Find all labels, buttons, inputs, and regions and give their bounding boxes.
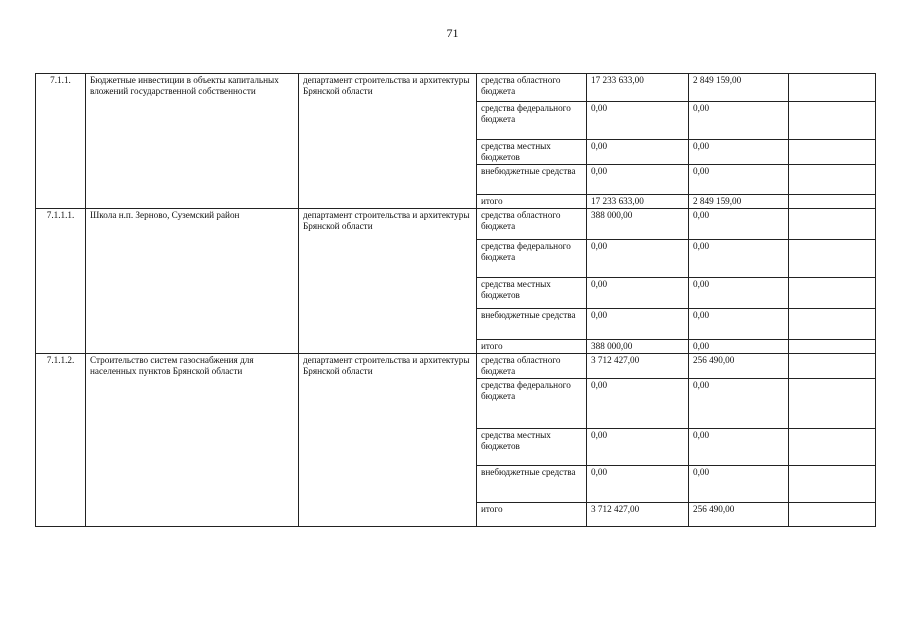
funding-source: внебюджетные средства bbox=[477, 309, 587, 340]
amount-col-1: 388 000,00 bbox=[587, 209, 689, 240]
item-name: Бюджетные инвестиции в объекты капитальных вложений государственной собственности bbox=[86, 74, 299, 209]
item-executor: департамент строительства и архитектуры Брянской области bbox=[299, 209, 477, 354]
amount-col-3 bbox=[789, 165, 876, 195]
funding-source: средства областного бюджета bbox=[477, 74, 587, 102]
item-code: 7.1.1. bbox=[36, 74, 86, 209]
amount-col-2: 0,00 bbox=[689, 209, 789, 240]
funding-source: внебюджетные средства bbox=[477, 466, 587, 503]
amount-col-1: 0,00 bbox=[587, 429, 689, 466]
funding-source: средства местных бюджетов bbox=[477, 278, 587, 309]
funding-source: средства федерального бюджета bbox=[477, 379, 587, 429]
amount-col-3 bbox=[789, 195, 876, 209]
amount-col-2: 0,00 bbox=[689, 466, 789, 503]
amount-col-1: 0,00 bbox=[587, 140, 689, 165]
amount-col-1: 17 233 633,00 bbox=[587, 195, 689, 209]
amount-col-3 bbox=[789, 240, 876, 278]
table-row bbox=[36, 74, 876, 102]
amount-col-1: 0,00 bbox=[587, 309, 689, 340]
amount-col-3 bbox=[789, 102, 876, 140]
amount-col-3 bbox=[789, 340, 876, 354]
item-executor: департамент строительства и архитектуры Брянской области bbox=[299, 74, 477, 209]
table-row bbox=[36, 209, 876, 240]
amount-col-2: 0,00 bbox=[689, 379, 789, 429]
amount-col-2: 0,00 bbox=[689, 429, 789, 466]
amount-col-3 bbox=[789, 429, 876, 466]
funding-source: средства федерального бюджета bbox=[477, 102, 587, 140]
amount-col-2: 0,00 bbox=[689, 165, 789, 195]
funding-source: итого bbox=[477, 340, 587, 354]
amount-col-3 bbox=[789, 74, 876, 102]
funding-source: средства федерального бюджета bbox=[477, 240, 587, 278]
funding-source: внебюджетные средства bbox=[477, 165, 587, 195]
amount-col-3 bbox=[789, 278, 876, 309]
item-code: 7.1.1.1. bbox=[36, 209, 86, 354]
amount-col-1: 0,00 bbox=[587, 379, 689, 429]
funding-source: средства местных бюджетов bbox=[477, 140, 587, 165]
amount-col-2: 0,00 bbox=[689, 102, 789, 140]
table-row bbox=[36, 354, 876, 379]
funding-source: средства местных бюджетов bbox=[477, 429, 587, 466]
amount-col-3 bbox=[789, 140, 876, 165]
amount-col-1: 3 712 427,00 bbox=[587, 503, 689, 527]
amount-col-3 bbox=[789, 379, 876, 429]
amount-col-1: 0,00 bbox=[587, 278, 689, 309]
item-executor: департамент строительства и архитектуры Брянской области bbox=[299, 354, 477, 527]
budget-table bbox=[35, 73, 876, 527]
amount-col-2: 2 849 159,00 bbox=[689, 195, 789, 209]
amount-col-2: 0,00 bbox=[689, 240, 789, 278]
funding-source: итого bbox=[477, 503, 587, 527]
budget-table-body bbox=[36, 74, 876, 527]
amount-col-1: 388 000,00 bbox=[587, 340, 689, 354]
amount-col-1: 0,00 bbox=[587, 466, 689, 503]
amount-col-2: 0,00 bbox=[689, 309, 789, 340]
funding-source: средства областного бюджета bbox=[477, 209, 587, 240]
amount-col-3 bbox=[789, 354, 876, 379]
amount-col-2: 0,00 bbox=[689, 340, 789, 354]
funding-source: итого bbox=[477, 195, 587, 209]
item-name: Школа н.п. Зерново, Суземский район bbox=[86, 209, 299, 354]
amount-col-1: 0,00 bbox=[587, 165, 689, 195]
page-number: 71 bbox=[446, 26, 459, 40]
amount-col-3 bbox=[789, 209, 876, 240]
amount-col-1: 3 712 427,00 bbox=[587, 354, 689, 379]
funding-source: средства областного бюджета bbox=[477, 354, 587, 379]
amount-col-3 bbox=[789, 309, 876, 340]
amount-col-3 bbox=[789, 466, 876, 503]
amount-col-1: 0,00 bbox=[587, 102, 689, 140]
item-name: Строительство систем газоснабжения для населенных пунктов Брянской области bbox=[86, 354, 299, 527]
amount-col-2: 256 490,00 bbox=[689, 503, 789, 527]
amount-col-2: 2 849 159,00 bbox=[689, 74, 789, 102]
amount-col-2: 0,00 bbox=[689, 140, 789, 165]
amount-col-3 bbox=[789, 503, 876, 527]
amount-col-1: 17 233 633,00 bbox=[587, 74, 689, 102]
item-code: 7.1.1.2. bbox=[36, 354, 86, 527]
amount-col-2: 256 490,00 bbox=[689, 354, 789, 379]
amount-col-1: 0,00 bbox=[587, 240, 689, 278]
amount-col-2: 0,00 bbox=[689, 278, 789, 309]
